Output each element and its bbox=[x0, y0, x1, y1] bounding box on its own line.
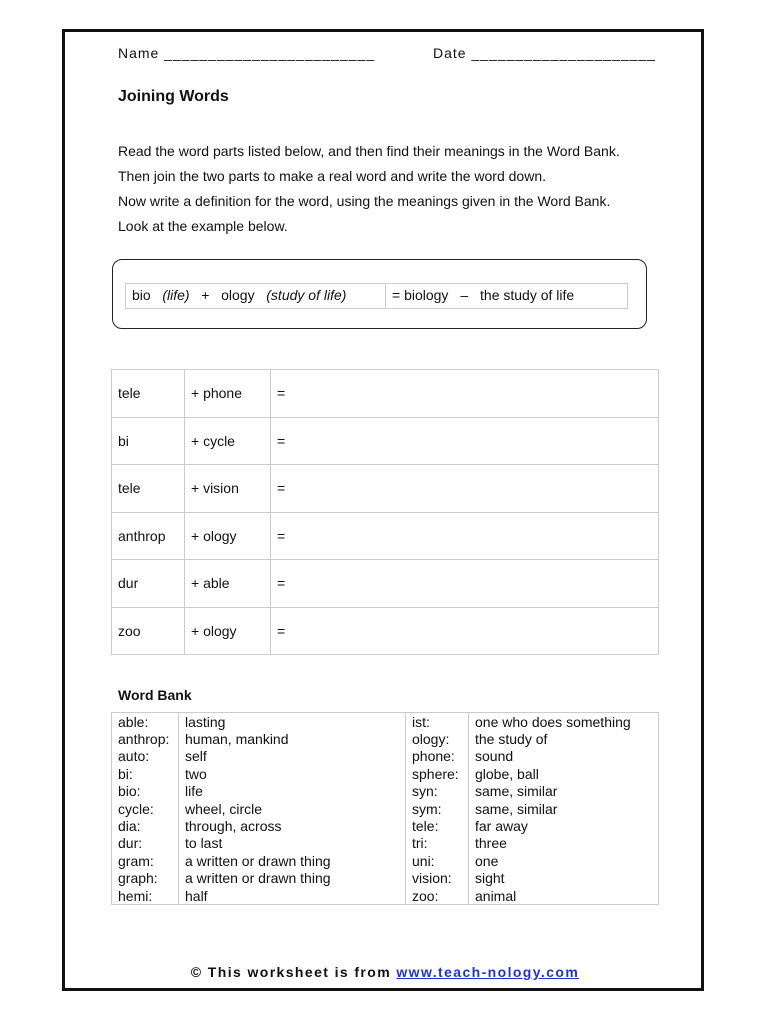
instruction-line: Now write a definition for the word, using the meanings given in the Word Bank. bbox=[118, 193, 611, 209]
bank-part: bi: bbox=[112, 765, 179, 782]
bank-part: dia: bbox=[112, 817, 179, 834]
bank-meaning: animal bbox=[469, 887, 659, 905]
footer bbox=[0, 964, 770, 980]
bank-meaning: self bbox=[179, 748, 406, 765]
bank-meaning: human, mankind bbox=[179, 730, 406, 747]
answer-cell[interactable]: = bbox=[271, 417, 659, 465]
word-bank-title: Word Bank bbox=[118, 687, 192, 703]
example-part1: bio bbox=[132, 287, 151, 303]
example-answer bbox=[386, 284, 574, 308]
bank-part: cycle: bbox=[112, 800, 179, 817]
footer-text: © This worksheet is from bbox=[190, 964, 392, 980]
bank-part: uni: bbox=[406, 852, 469, 869]
bank-meaning: life bbox=[179, 783, 406, 800]
exercise-table bbox=[111, 369, 659, 655]
bank-meaning: one bbox=[469, 852, 659, 869]
bank-meaning: the study of bbox=[469, 730, 659, 747]
bank-meaning: three bbox=[469, 835, 659, 852]
bank-meaning: to last bbox=[179, 835, 406, 852]
bank-meaning: same, similar bbox=[469, 800, 659, 817]
first-part: tele bbox=[112, 370, 185, 418]
bank-part: syn: bbox=[406, 783, 469, 800]
example-plus: + bbox=[201, 287, 210, 303]
answer-cell[interactable]: = bbox=[271, 512, 659, 560]
bank-part: auto: bbox=[112, 748, 179, 765]
bank-part: tri: bbox=[406, 835, 469, 852]
first-part: dur bbox=[112, 560, 185, 608]
table-row bbox=[112, 560, 659, 608]
bank-meaning: sight bbox=[469, 870, 659, 887]
example-definition: the study of life bbox=[480, 287, 575, 303]
bank-part: hemi: bbox=[112, 887, 179, 905]
page-title: Joining Words bbox=[118, 88, 229, 105]
bank-meaning: sound bbox=[469, 748, 659, 765]
table-row bbox=[112, 783, 659, 800]
example-part2-meaning: (study of life) bbox=[266, 287, 347, 303]
bank-part: gram: bbox=[112, 852, 179, 869]
second-part: + ology bbox=[185, 512, 271, 560]
second-part: + cycle bbox=[185, 417, 271, 465]
answer-cell[interactable]: = bbox=[271, 560, 659, 608]
first-part: zoo bbox=[112, 607, 185, 655]
example-part1-meaning: (life) bbox=[162, 287, 190, 303]
table-row bbox=[112, 713, 659, 731]
table-row bbox=[112, 870, 659, 887]
bank-part: ology: bbox=[406, 730, 469, 747]
table-row bbox=[112, 512, 659, 560]
table-row bbox=[112, 800, 659, 817]
table-row bbox=[112, 887, 659, 905]
example-dash: – bbox=[460, 287, 469, 303]
bank-meaning: half bbox=[179, 887, 406, 905]
bank-part: phone: bbox=[406, 748, 469, 765]
table-row bbox=[112, 370, 659, 418]
table-row bbox=[112, 765, 659, 782]
second-part: + phone bbox=[185, 370, 271, 418]
second-part: + vision bbox=[185, 465, 271, 513]
bank-part: ist: bbox=[406, 713, 469, 731]
bank-meaning: lasting bbox=[179, 713, 406, 731]
bank-meaning: a written or drawn thing bbox=[179, 870, 406, 887]
second-part: + ology bbox=[185, 607, 271, 655]
table-row bbox=[112, 465, 659, 513]
bank-meaning: far away bbox=[469, 817, 659, 834]
date-field[interactable]: Date _____________________ bbox=[433, 45, 656, 61]
footer-link[interactable]: www.teach-nology.com bbox=[396, 964, 580, 980]
example-parts bbox=[126, 284, 386, 308]
bank-part: vision: bbox=[406, 870, 469, 887]
bank-meaning: a written or drawn thing bbox=[179, 852, 406, 869]
example-result: = biology bbox=[392, 287, 449, 303]
instruction-line: Read the word parts listed below, and then find their meanings in the Word Bank. bbox=[118, 143, 620, 159]
instruction-line: Then join the two parts to make a real word and write the word down. bbox=[118, 168, 546, 184]
bank-meaning: two bbox=[179, 765, 406, 782]
instruction-line: Look at the example below. bbox=[118, 218, 288, 234]
bank-meaning: one who does something bbox=[469, 713, 659, 731]
table-row bbox=[112, 835, 659, 852]
first-part: anthrop bbox=[112, 512, 185, 560]
bank-part: able: bbox=[112, 713, 179, 731]
first-part: bi bbox=[112, 417, 185, 465]
table-row bbox=[112, 730, 659, 747]
bank-part: anthrop: bbox=[112, 730, 179, 747]
second-part: + able bbox=[185, 560, 271, 608]
bank-meaning: through, across bbox=[179, 817, 406, 834]
bank-part: sym: bbox=[406, 800, 469, 817]
bank-part: sphere: bbox=[406, 765, 469, 782]
bank-part: dur: bbox=[112, 835, 179, 852]
example-part2: ology bbox=[221, 287, 255, 303]
table-row bbox=[112, 817, 659, 834]
bank-meaning: same, similar bbox=[469, 783, 659, 800]
answer-cell[interactable]: = bbox=[271, 465, 659, 513]
bank-meaning: wheel, circle bbox=[179, 800, 406, 817]
example-row bbox=[125, 283, 628, 309]
bank-meaning: globe, ball bbox=[469, 765, 659, 782]
answer-cell[interactable]: = bbox=[271, 607, 659, 655]
name-field[interactable]: Name ________________________ bbox=[118, 45, 376, 61]
first-part: tele bbox=[112, 465, 185, 513]
table-row bbox=[112, 607, 659, 655]
table-row bbox=[112, 748, 659, 765]
bank-part: zoo: bbox=[406, 887, 469, 905]
word-bank-table bbox=[111, 712, 659, 905]
table-row bbox=[112, 852, 659, 869]
bank-part: bio: bbox=[112, 783, 179, 800]
bank-part: tele: bbox=[406, 817, 469, 834]
answer-cell[interactable]: = bbox=[271, 370, 659, 418]
bank-part: graph: bbox=[112, 870, 179, 887]
table-row bbox=[112, 417, 659, 465]
